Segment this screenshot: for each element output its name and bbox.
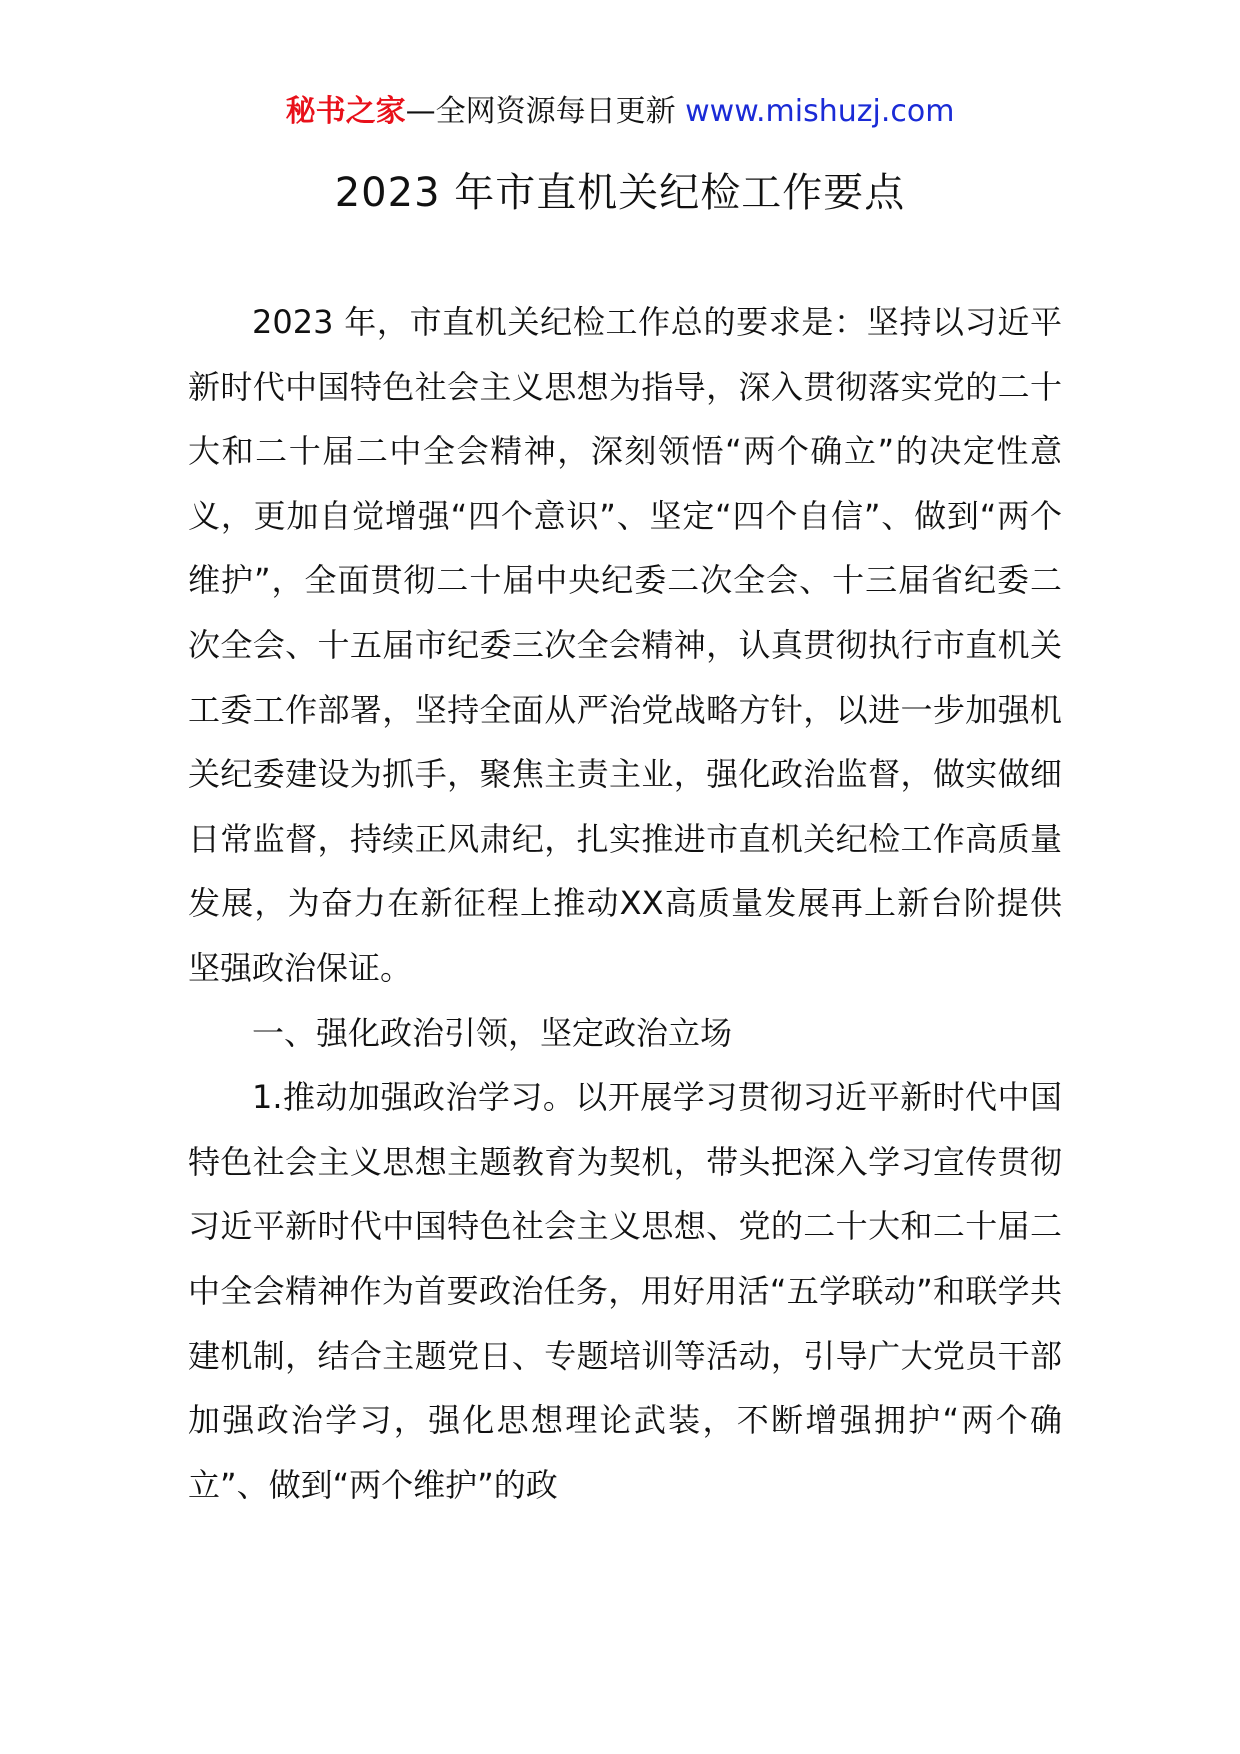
section-heading: 一、强化政治引领，坚定政治立场 (252, 1013, 733, 1052)
document-body (188, 290, 1062, 1517)
brand-name: 秘书之家 (285, 94, 406, 129)
site-header-banner (0, 92, 1240, 132)
document-title: 2023 年市直机关纪检工作要点 (334, 170, 906, 216)
site-url-link[interactable]: www.mishuzj.com (685, 94, 955, 129)
intro-paragraph: 2023 年，市直机关纪检工作总的要求是：坚持以习近平新时代中国特色社会主义思想为指导，深入贯彻落实党的二十大和二十届二中全会精神，深刻领悟“两个确立”的决定性意义，更加自觉增强“四个意识”、坚定“四个自信”、做到“两个维护”，全面贯彻二十届中央纪委二次全会、十三届省纪委二次全会、十五届市纪委三次全会精神，认真贯彻执行市直机关工委工作部署，坚持全面从严治党战略方针，以进一步加强机关纪委建设为抓手，聚焦主责主业，强化政治监督，做实做细日常监督，持续正风肃纪，扎实推进市直机关纪检工作高质量发展，为奋力在新征程上推动XX高质量发展再上新台阶提供坚强政治保证。 (188, 303, 1062, 987)
header-tagline: —全网资源每日更新 (405, 94, 686, 129)
list-item-paragraph: 1.推动加强政治学习。以开展学习贯彻习近平新时代中国特色社会主义思想主题教育为契机，带头把深入学习宣传贯彻习近平新时代中国特色社会主义思想、党的二十大和二十届二中全会精神作为首要政治任务，用好用活“五学联动”和联学共建机制，结合主题党日、专题培训等活动，引导广大党员干部加强政治学习，强化思想理论武装，不断增强拥护“两个确立”、做到“两个维护”的政 (188, 1078, 1062, 1504)
